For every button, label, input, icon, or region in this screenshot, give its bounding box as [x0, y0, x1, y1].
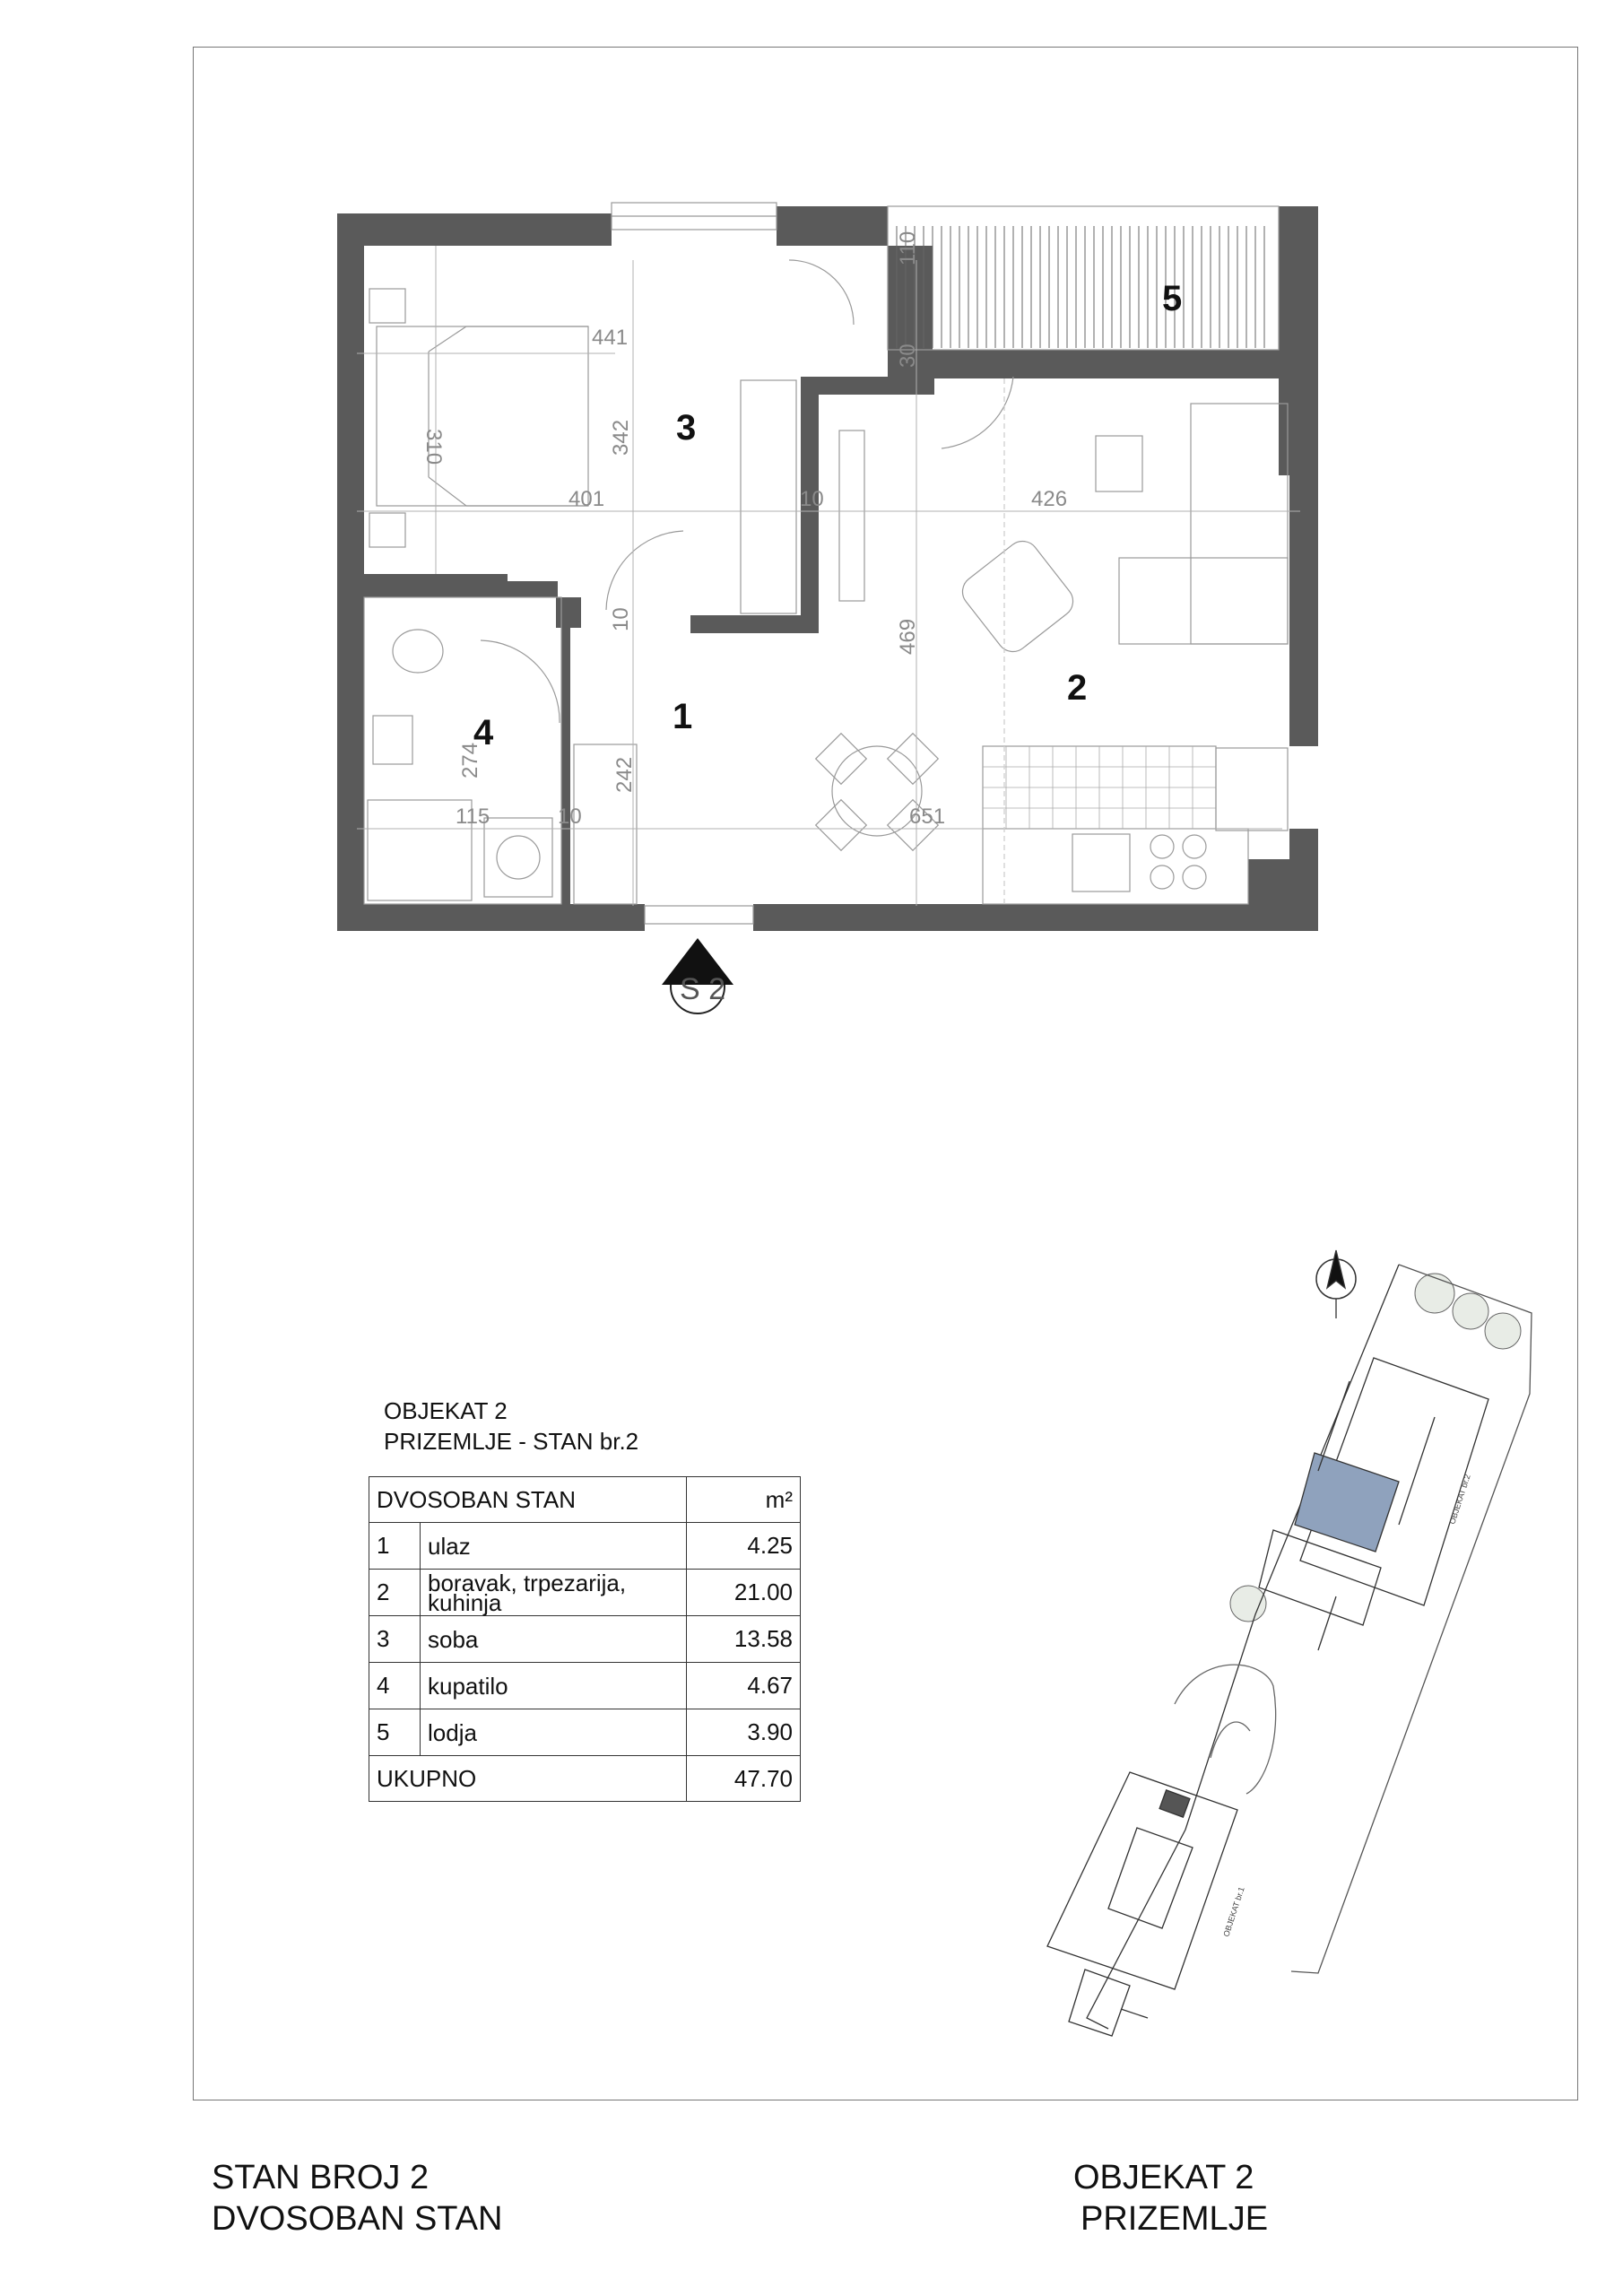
row-name: soba — [421, 1616, 687, 1663]
total-value: 47.70 — [687, 1756, 801, 1802]
thin-lines — [357, 203, 1300, 924]
dim-label: 30 — [896, 344, 920, 368]
site-label-building-2: OBJEKAT br.2 — [1447, 1473, 1472, 1526]
area-table — [369, 1476, 801, 1802]
wardrobe — [741, 380, 796, 613]
table-row — [369, 1663, 801, 1709]
side-table — [1096, 436, 1142, 491]
table-title — [384, 1396, 638, 1457]
dim-label: 469 — [896, 618, 920, 655]
wall-right-lower — [1289, 829, 1318, 931]
wall-left — [337, 213, 364, 931]
table-row — [369, 1570, 801, 1616]
wall-closet — [690, 615, 819, 633]
nightstand-top — [369, 289, 405, 323]
sofa-chaise — [1119, 558, 1288, 644]
door-swing-living — [942, 377, 1013, 448]
wall-bath-corner — [556, 597, 581, 628]
wall-loggia-inner-b — [1184, 350, 1291, 378]
room-label-3: 3 — [676, 408, 697, 448]
sofa — [1191, 404, 1288, 644]
door-swing-loggia — [789, 260, 854, 325]
nightstand-bottom — [369, 513, 405, 547]
washing-machine — [484, 818, 552, 897]
highlighted-apartment — [1295, 1453, 1399, 1552]
dim-label: 10 — [800, 487, 824, 511]
row-number: 3 — [369, 1616, 421, 1663]
dim-label: 342 — [609, 419, 633, 456]
kitchen-base — [983, 829, 1248, 904]
footer-left-line-2: DVOSOBAN STAN — [212, 2200, 503, 2238]
dim-label: 426 — [1031, 487, 1068, 511]
total-label: UKUPNO — [369, 1756, 687, 1802]
dim-label: 10 — [558, 804, 582, 829]
north-arrow-icon — [1316, 1250, 1356, 1318]
door-swing-bath — [481, 640, 560, 723]
wall-bottom-right — [753, 904, 1291, 931]
table-row — [369, 1616, 801, 1663]
wall-right — [1289, 377, 1318, 746]
kitchen-sink — [1072, 834, 1130, 891]
row-area: 4.67 — [687, 1663, 801, 1709]
table-header-row — [369, 1477, 801, 1523]
washbasin — [373, 716, 412, 764]
table-row — [369, 1709, 801, 1756]
footer-right-line-2: PRIZEMLJE — [1081, 2200, 1269, 2238]
row-number: 2 — [369, 1570, 421, 1616]
tv-unit — [839, 430, 864, 601]
wall-top-center — [777, 206, 888, 246]
room-label-4: 4 — [473, 713, 494, 752]
row-area: 3.90 — [687, 1709, 801, 1756]
row-name: boravak, trpezarija, kuhinja — [421, 1570, 687, 1616]
dim-label: 274 — [458, 742, 482, 778]
wall-bath-step — [508, 581, 558, 597]
footer-right-line-1: OBJEKAT 2 — [1073, 2159, 1254, 2196]
row-name: ulaz — [421, 1523, 687, 1570]
row-name: kupatilo — [421, 1663, 687, 1709]
dim-label: 441 — [592, 326, 629, 350]
wall-top-left — [337, 213, 612, 246]
dim-label: 310 — [421, 429, 446, 465]
door-swing-bedroom — [606, 531, 683, 610]
footer-left — [212, 2157, 502, 2239]
dim-label: 115 — [456, 804, 490, 829]
fridge — [1216, 748, 1288, 831]
row-area: 21.00 — [687, 1570, 801, 1616]
dim-label: 242 — [612, 756, 637, 793]
site-label-building-1: OBJEKAT br.1 — [1221, 1885, 1246, 1938]
dining-table — [832, 746, 922, 836]
dim-label: 110 — [896, 230, 920, 265]
dim-label: 651 — [909, 804, 946, 829]
loggia-hatch — [897, 226, 1264, 348]
row-name: lodja — [421, 1709, 687, 1756]
section-marker-label: S 2 — [680, 972, 726, 1006]
row-area: 4.25 — [687, 1523, 801, 1570]
wall-right-step — [1248, 859, 1291, 931]
footer-right — [1073, 2157, 1268, 2239]
section-marker-icon — [662, 938, 733, 1013]
table-header-unit: m² — [687, 1477, 801, 1523]
room-label-2: 2 — [1067, 668, 1088, 708]
entrance-gap — [645, 906, 753, 924]
wall-bath-right — [561, 628, 570, 904]
wall-bottom-left — [337, 904, 645, 931]
room-label-1: 1 — [673, 697, 693, 736]
row-number: 1 — [369, 1523, 421, 1570]
row-number: 4 — [369, 1663, 421, 1709]
table-title-line-1: OBJEKAT 2 — [384, 1397, 508, 1424]
room-label-5: 5 — [1162, 279, 1183, 318]
row-area: 13.58 — [687, 1616, 801, 1663]
wall-bedroom-bath — [364, 574, 508, 597]
toilet — [393, 630, 443, 673]
armchair — [956, 535, 1080, 658]
wall-loggia-inner — [933, 350, 1184, 378]
row-number: 5 — [369, 1709, 421, 1756]
table-header-label: DVOSOBAN STAN — [369, 1477, 687, 1523]
table-total-row — [369, 1756, 801, 1802]
dim-label: 401 — [568, 487, 605, 511]
table-title-line-2: PRIZEMLJE - STAN br.2 — [384, 1428, 639, 1455]
loggia — [888, 206, 1279, 350]
dim-label: 10 — [609, 607, 633, 631]
site-plan — [1047, 1250, 1532, 2036]
footer-left-line-1: STAN BROJ 2 — [212, 2159, 430, 2196]
table-row — [369, 1523, 801, 1570]
